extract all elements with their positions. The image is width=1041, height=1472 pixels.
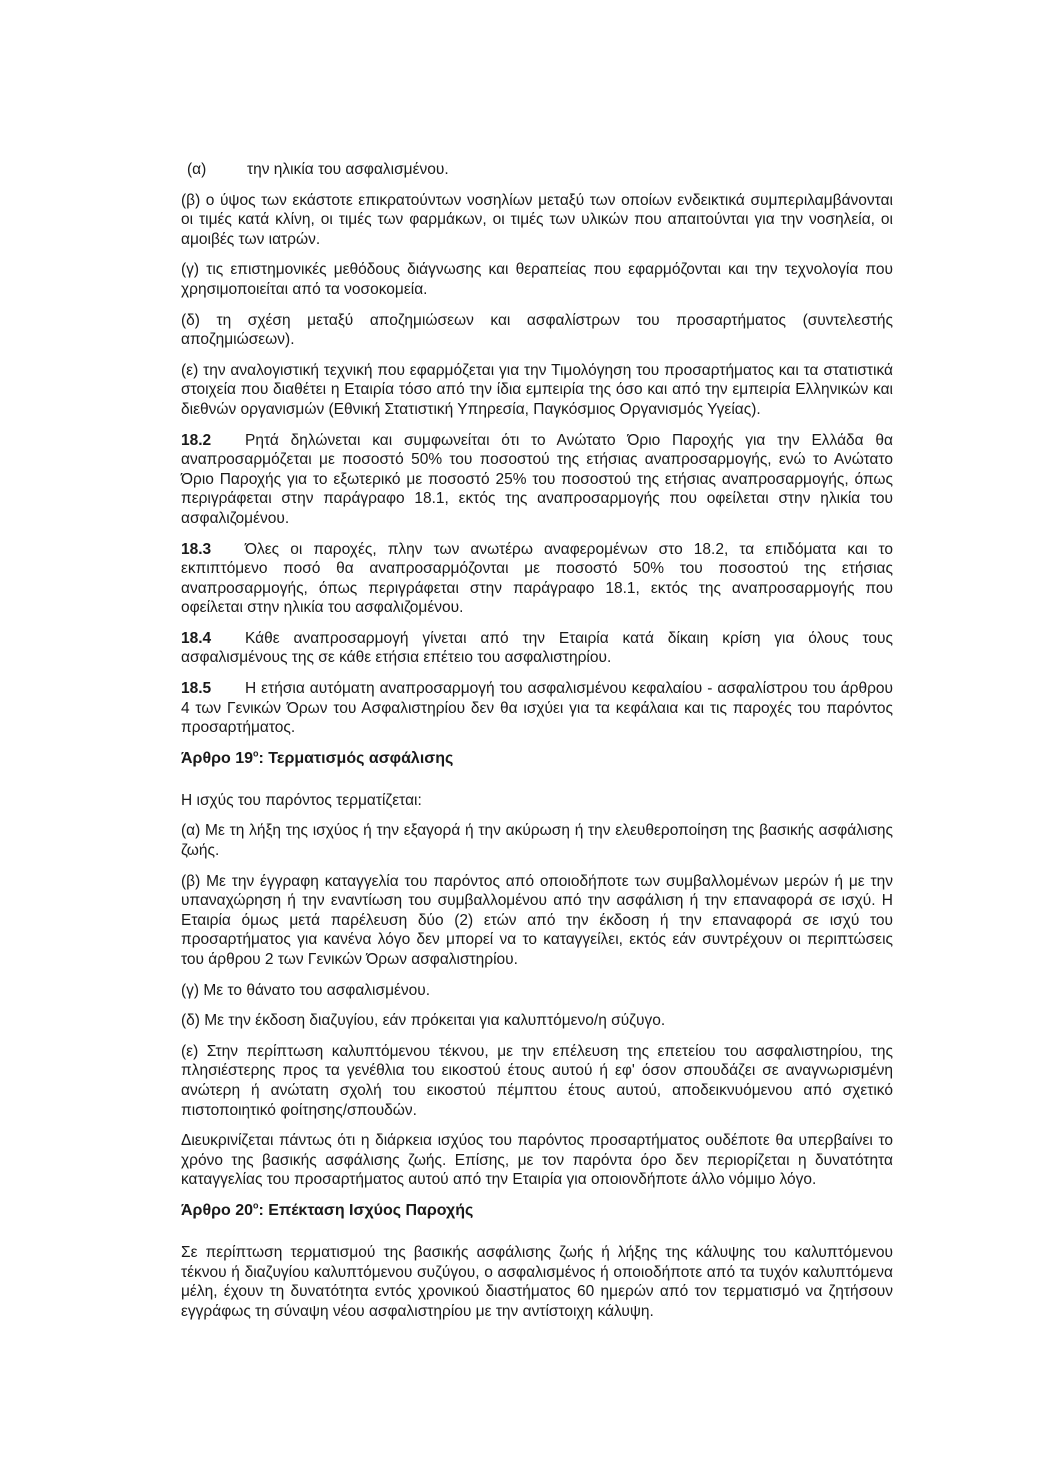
article-19-note: Διευκρινίζεται πάντως ότι η διάρκεια ισχύος του παρόντος προσαρτήματος ουδέποτε θα υπερβαίνει το χρόνο της βασικής ασφάλισης ζωής. Επίσης, με τον παρόντα όρο δεν περιορίζεται η δυνατότητα καταγγελίας του προσαρτήματος αυτού από την Εταιρία για οποιονδήποτε άλλο νόμιμο λόγο. — [181, 1132, 893, 1189]
item-b: (β) ο ύψος των εκάστοτε επικρατούντων νοσηλίων μεταξύ των οποίων ενδεικτικά συμπεριλαμβάνονται οι τιμές κατά κλίνη, οι τιμές των φαρμάκων, οι τιμές των υλικών που απαιτούνται για την νοσηλεία, οι αμοιβές των ιατρών. — [181, 191, 893, 248]
article-19-item-e: (ε) Στην περίπτωση καλυπτόμενου τέκνου, με την επέλευση της επετείου του ασφαλιστηρίου, της πλησιέστερης προς τα γενέθλια του εικοστού έτους αυτού ή εφ' όσον σπουδάζει σε αναγνωρισμένη ανώτερη ή ανώτατη σχολή του εικοστού πέμπτου έτους αυτού, αποδεικνυόμενου από σχετικό πιστοποιητικό φοίτησης/σπουδών. — [181, 1042, 893, 1119]
section-18-3-number: 18.3 — [181, 540, 212, 558]
article-19-item-d: (δ) Με την έκδοση διαζυγίου, εάν πρόκειται για καλυπτόμενο/η σύζυγο. — [181, 1012, 666, 1030]
article-19-superscript: ο — [253, 748, 259, 759]
section-18-3-text: Όλες οι παροχές, πλην των ανωτέρω αναφερομένων στο 18.2, τα επιδόματα και το εκπιπτόμενο ποσό θα αναπροσαρμόζονται με ποσοστό 50% του ποσοστού της ετήσιας αναπροσαρμογής, όπως περιγράφεται στην παράγραφο 18.1, εκτός της αναπροσαρμογής που οφείλεται στην ηλικία του ασφαλιζομένου. — [181, 540, 893, 617]
article-20-text: Σε περίπτωση τερματισμού της βασικής ασφάλισης ζωής ή λήξης της κάλυψης του καλυπτόμενου τέκνου ή διαζυγίου καλυπτόμενου συζύγου, ο ασφαλισμένος ή οποιοδήποτε από τα τυχόν καλυπτόμενα μέλη, έχουν τη δυνατότητα εντός χρονικού διαστήματος 60 ημερών από τον τερματισμό να ζητήσουν εγγράφως τη σύναψη νέου ασφαλιστηρίου με την αντίστοιχη κάλυψη. — [181, 1243, 893, 1320]
section-18-4-text: Κάθε αναπροσαρμογή γίνεται από την Εταιρία κατά δίκαιη κρίση για όλους τους ασφαλισμένους της σε κάθε ετήσια επέτειο του ασφαλιστηρίου. — [181, 629, 893, 667]
article-20-heading — [181, 1201, 893, 1221]
item-a-text: την ηλικία του ασφαλισμένου. — [247, 161, 449, 178]
section-18-3 — [181, 540, 893, 618]
article-20-superscript: ο — [253, 1200, 259, 1211]
section-18-4 — [181, 629, 893, 668]
article-19-intro: Η ισχύς του παρόντος τερματίζεται: — [181, 791, 422, 809]
section-18-5-text: Η ετήσια αυτόματη αναπροσαρμογή του ασφαλισμένου κεφαλαίου - ασφαλίστρου του άρθρου 4 των Γενικών Όρων του Ασφαλιστηρίου δεν θα ισχύει για τα κεφάλαια και τις παροχές του παρόντος προσαρτήματος. — [181, 680, 893, 737]
item-a — [181, 160, 893, 180]
article-19-heading-b: : Τερματισμός ασφάλισης — [258, 749, 454, 767]
item-d: (δ) τη σχέση μεταξύ αποζημιώσεων και ασφαλίστρων του προσαρτήματος (συντελεστής αποζημιώσεων). — [181, 311, 893, 349]
section-18-4-number: 18.4 — [181, 629, 212, 647]
article-19-item-a: (α) Με τη λήξη της ισχύος ή την εξαγορά ή την ακύρωση ή την ελευθεροποίηση της βασικής ασφάλισης ζωής. — [181, 822, 893, 860]
article-19-item-c: (γ) Με το θάνατο του ασφαλισμένου. — [181, 981, 431, 999]
section-18-2 — [181, 431, 893, 529]
item-e: (ε) την αναλογιστική τεχνική που εφαρμόζεται για την Τιμολόγηση του προσαρτήματος και τα στατιστικά στοιχεία που διαθέτει η Εταιρία τόσο από την ίδια εμπειρία της όσο και από την εμπειρία Ελληνικών και διεθνών οργανισμών (Εθνική Στατιστική Υπηρεσία, Παγκόσμιος Οργανισμός Υγείας). — [181, 361, 893, 418]
item-a-label: (α) — [187, 161, 207, 178]
article-19-item-b: (β) Με την έγγραφη καταγγελία του παρόντος από οποιοδήποτε των συμβαλλομένων μερών ή με την υπαναχώρηση ή την εναντίωση του συμβαλλομένου από την ασφάλιση ή την επαναφορά σε ισχύ. Η Εταιρία όμως μετά παρέλευση δύο (2) ετών από την έκδοση ή την επαναφορά σε ισχύ του προσαρτήματος για κανένα λόγο δεν μπορεί να το καταγγείλει, εκτός εάν συντρέχουν οι περιπτώσεις του άρθρου 2 των Γενικών Όρων ασφαλιστηρίου. — [181, 872, 893, 968]
section-18-2-number: 18.2 — [181, 431, 212, 449]
item-c: (γ) τις επιστημονικές μεθόδους διάγνωσης και θεραπείας που εφαρμόζονται και την τεχνολογία που χρησιμοποιείται από τα νοσοκομεία. — [181, 261, 893, 298]
article-19-heading-a: Άρθρο 19 — [181, 749, 254, 767]
document-page — [181, 160, 893, 1332]
article-19-heading — [181, 749, 893, 769]
article-20-heading-a: Άρθρο 20 — [181, 1201, 254, 1219]
section-18-2-text: Ρητά δηλώνεται και συμφωνείται ότι το Ανώτατο Όριο Παροχής για την Ελλάδα θα αναπροσαρμόζεται με ποσοστό 50% του ποσοστού της ετήσιας αναπροσαρμογής, ενώ το Ανώτατο Όριο Παροχής για το εξωτερικό με ποσοστό 25% του ποσοστού της ετήσιας αναπροσαρμογής, όπως περιγράφεται στην παράγραφο 18.1, εκτός της αναπροσαρμογής που οφείλεται στην ηλικία του ασφαλιζομένου. — [181, 431, 893, 527]
section-18-5 — [181, 679, 893, 738]
article-20-heading-b: : Επέκταση Ισχύος Παροχής — [258, 1201, 474, 1219]
section-18-5-number: 18.5 — [181, 680, 212, 698]
